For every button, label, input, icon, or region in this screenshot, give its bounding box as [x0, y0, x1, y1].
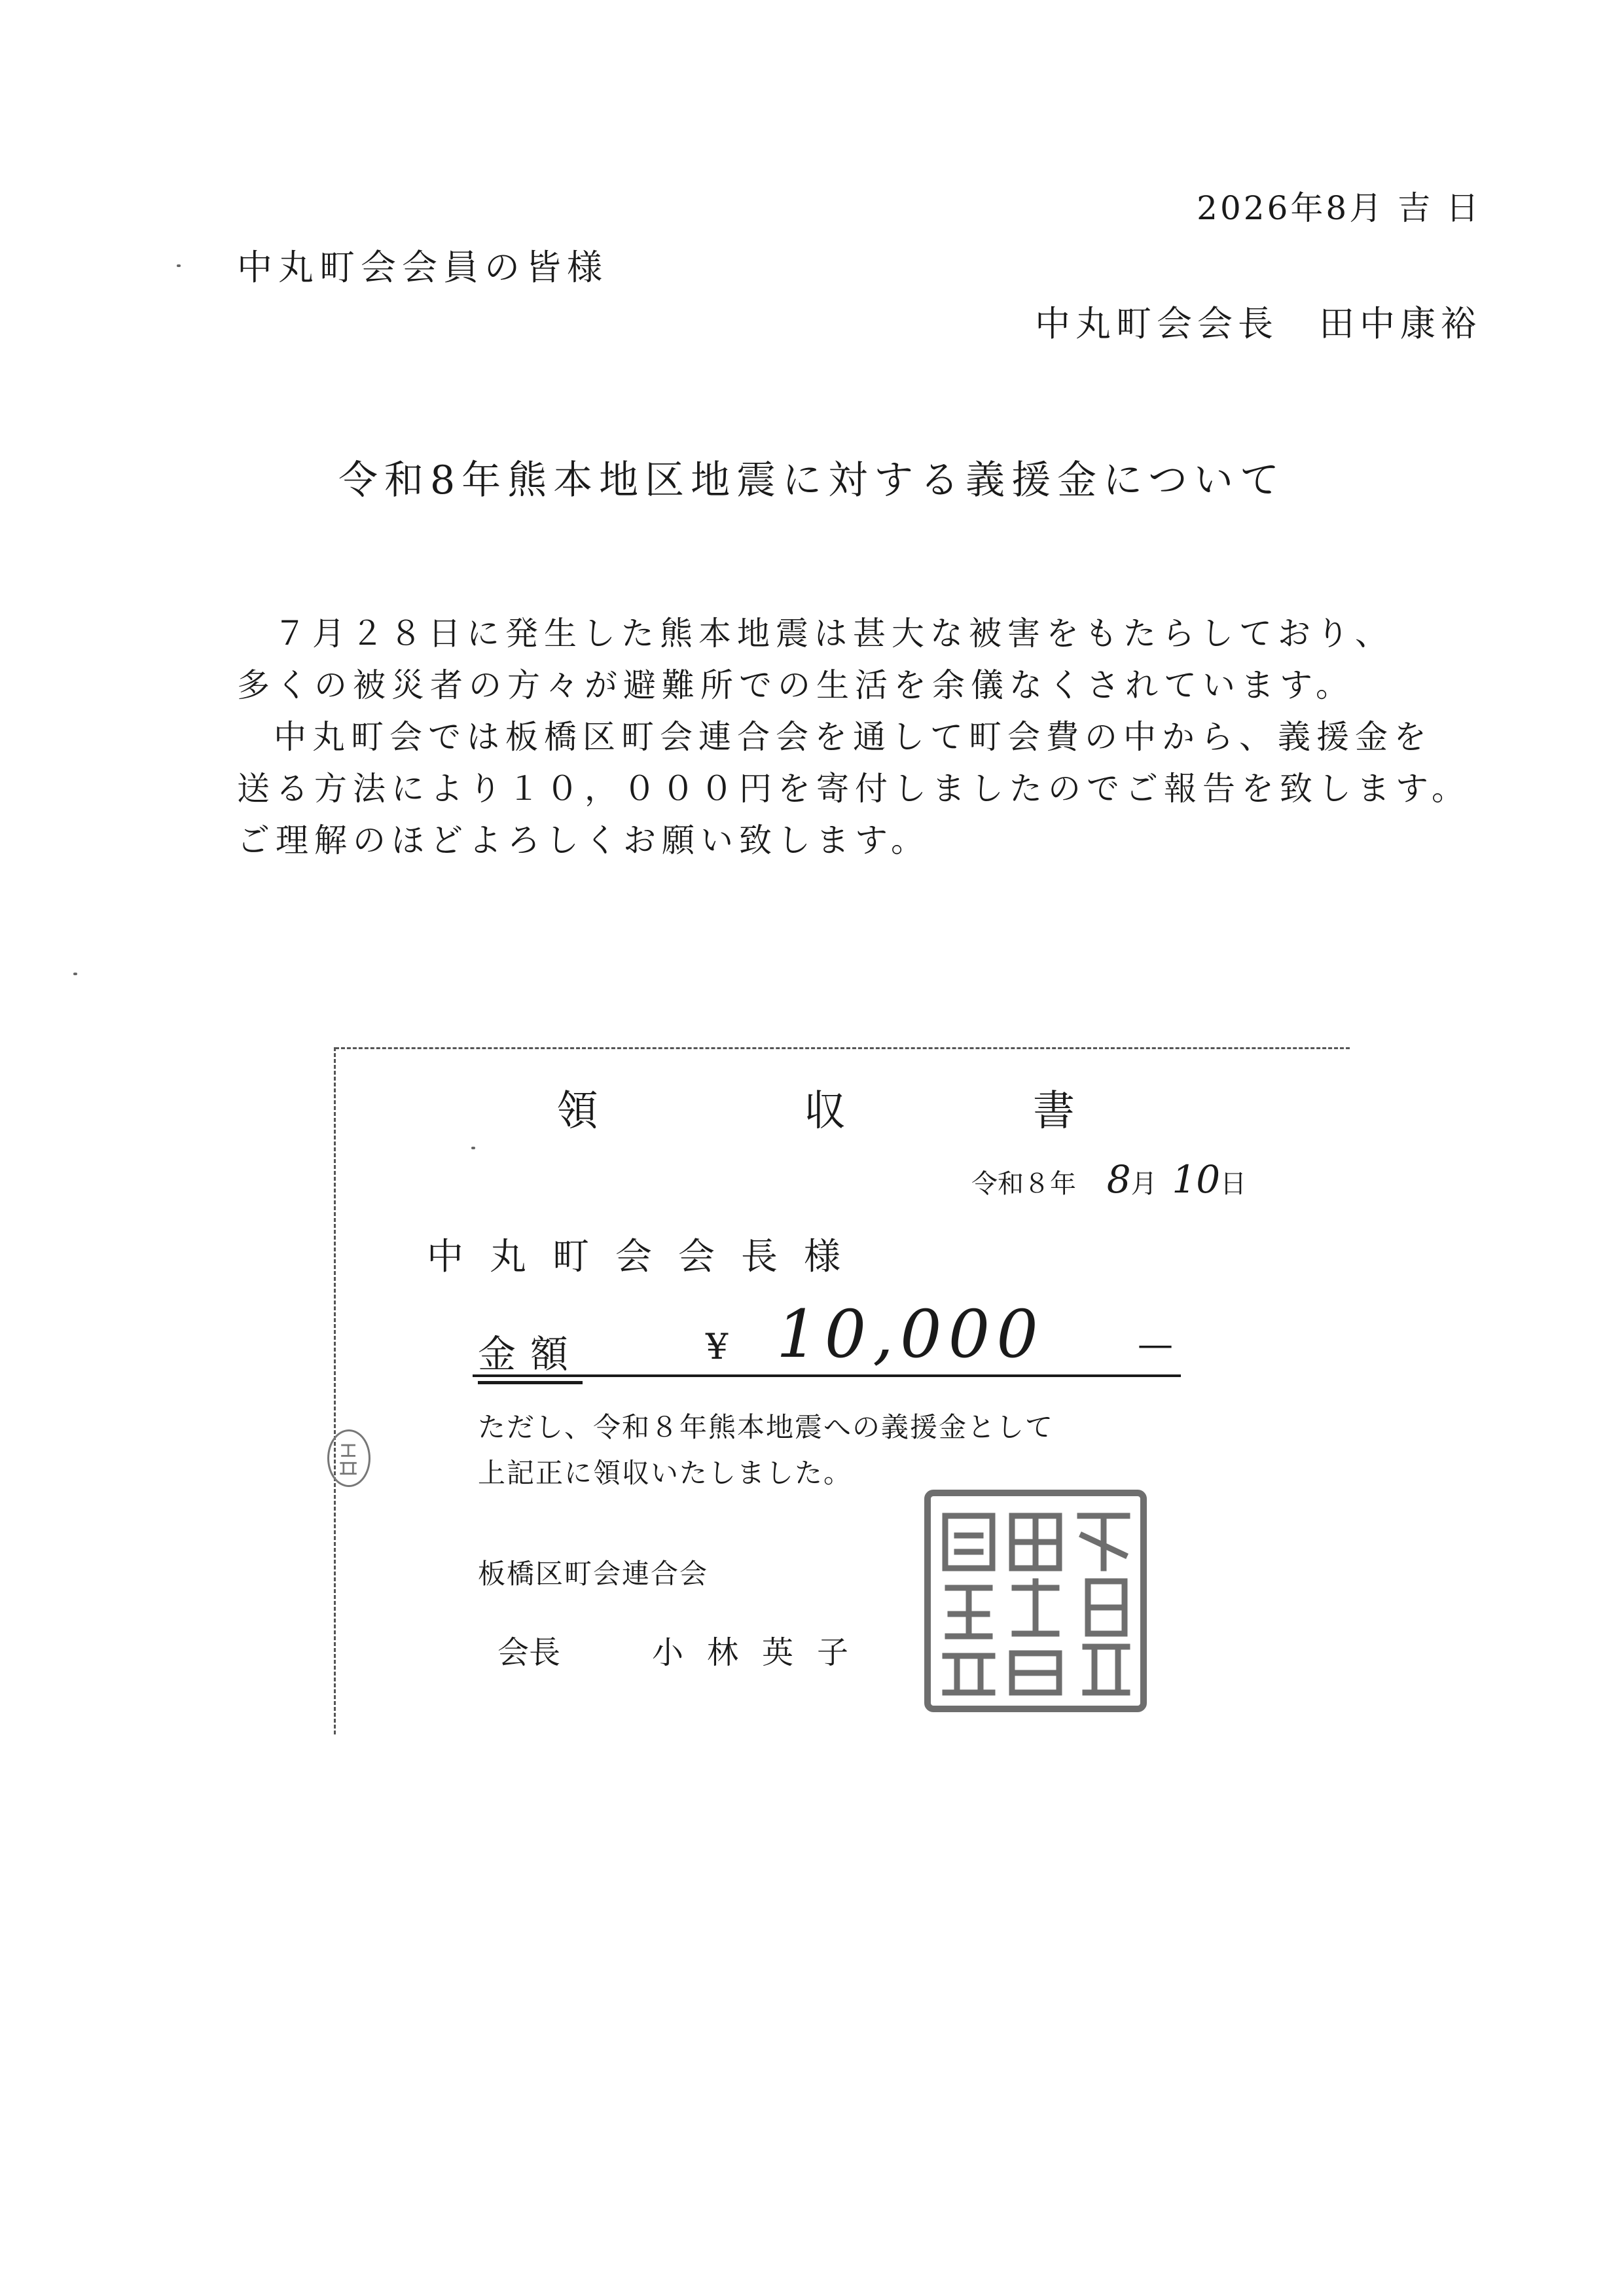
receipt-title-char: 書: [1033, 1087, 1075, 1136]
side-stamp-glyph: [329, 1431, 369, 1485]
receipt-cut-line-top: [335, 1047, 1350, 1049]
amount-value: 10,000: [776, 1296, 1045, 1372]
amount-suffix: —: [1138, 1323, 1173, 1365]
receipt-date-month: 8: [1106, 1157, 1131, 1202]
issuer-org: 板橋区町会連合会: [478, 1558, 709, 1590]
scan-speck: [177, 264, 181, 267]
letter-sender: 中丸町会会長 田中康裕: [1035, 303, 1481, 344]
amount-label: 金額: [478, 1323, 583, 1384]
seal-glyphs: [931, 1496, 1140, 1706]
receipt-date-day-unit: 日: [1220, 1169, 1247, 1199]
receipt-payee: 中丸町会会長様: [427, 1236, 867, 1278]
letter-date: 2026年8月 吉 日: [1197, 189, 1481, 227]
receipt-date-month-unit: 月: [1130, 1169, 1157, 1199]
letter-title: 令和8年熊本地区地震に対する義援金について: [338, 457, 1286, 503]
letter-body-line: ７月２８日に発生した熊本地震は甚大な被害をもたらしており、: [274, 615, 1394, 653]
letter-body-line: ご理解のほどよろしくお願い致します。: [237, 821, 929, 859]
letter-addressee: 中丸町会会員の皆様: [237, 247, 608, 288]
receipt-note-line: ただし、令和８年熊本地震への義援金として: [478, 1411, 1055, 1443]
receipt-date-day: 10: [1172, 1157, 1221, 1202]
amount-underline: [473, 1374, 1181, 1377]
receipt-title-char: 収: [804, 1087, 846, 1136]
perforation-seal-stamp: [327, 1429, 370, 1487]
issuer-title: 会長: [497, 1634, 561, 1671]
letter-body-line: 多くの被災者の方々が避難所での生活を余儀なくされています。: [237, 666, 1354, 704]
receipt-note-line: 上記正に領収いたしました。: [478, 1457, 853, 1489]
scan-speck: [471, 1147, 475, 1149]
receipt-date: [971, 1157, 1246, 1202]
currency-symbol: ¥: [706, 1326, 729, 1367]
official-seal-stamp: [924, 1490, 1147, 1712]
letter-body-line: 中丸町会では板橋区町会連合会を通して町会費の中から、義援金を: [274, 718, 1432, 756]
letter-body-line: 送る方法により１０，０００円を寄付しましたのでご報告を致します。: [237, 770, 1470, 808]
receipt-title-char: 領: [556, 1087, 598, 1136]
issuer-name: 小林英子: [652, 1634, 873, 1671]
receipt-date-prefix: 令和８年: [971, 1169, 1076, 1199]
receipt-cut-line-left: [334, 1047, 336, 1734]
scan-speck: [73, 973, 77, 975]
